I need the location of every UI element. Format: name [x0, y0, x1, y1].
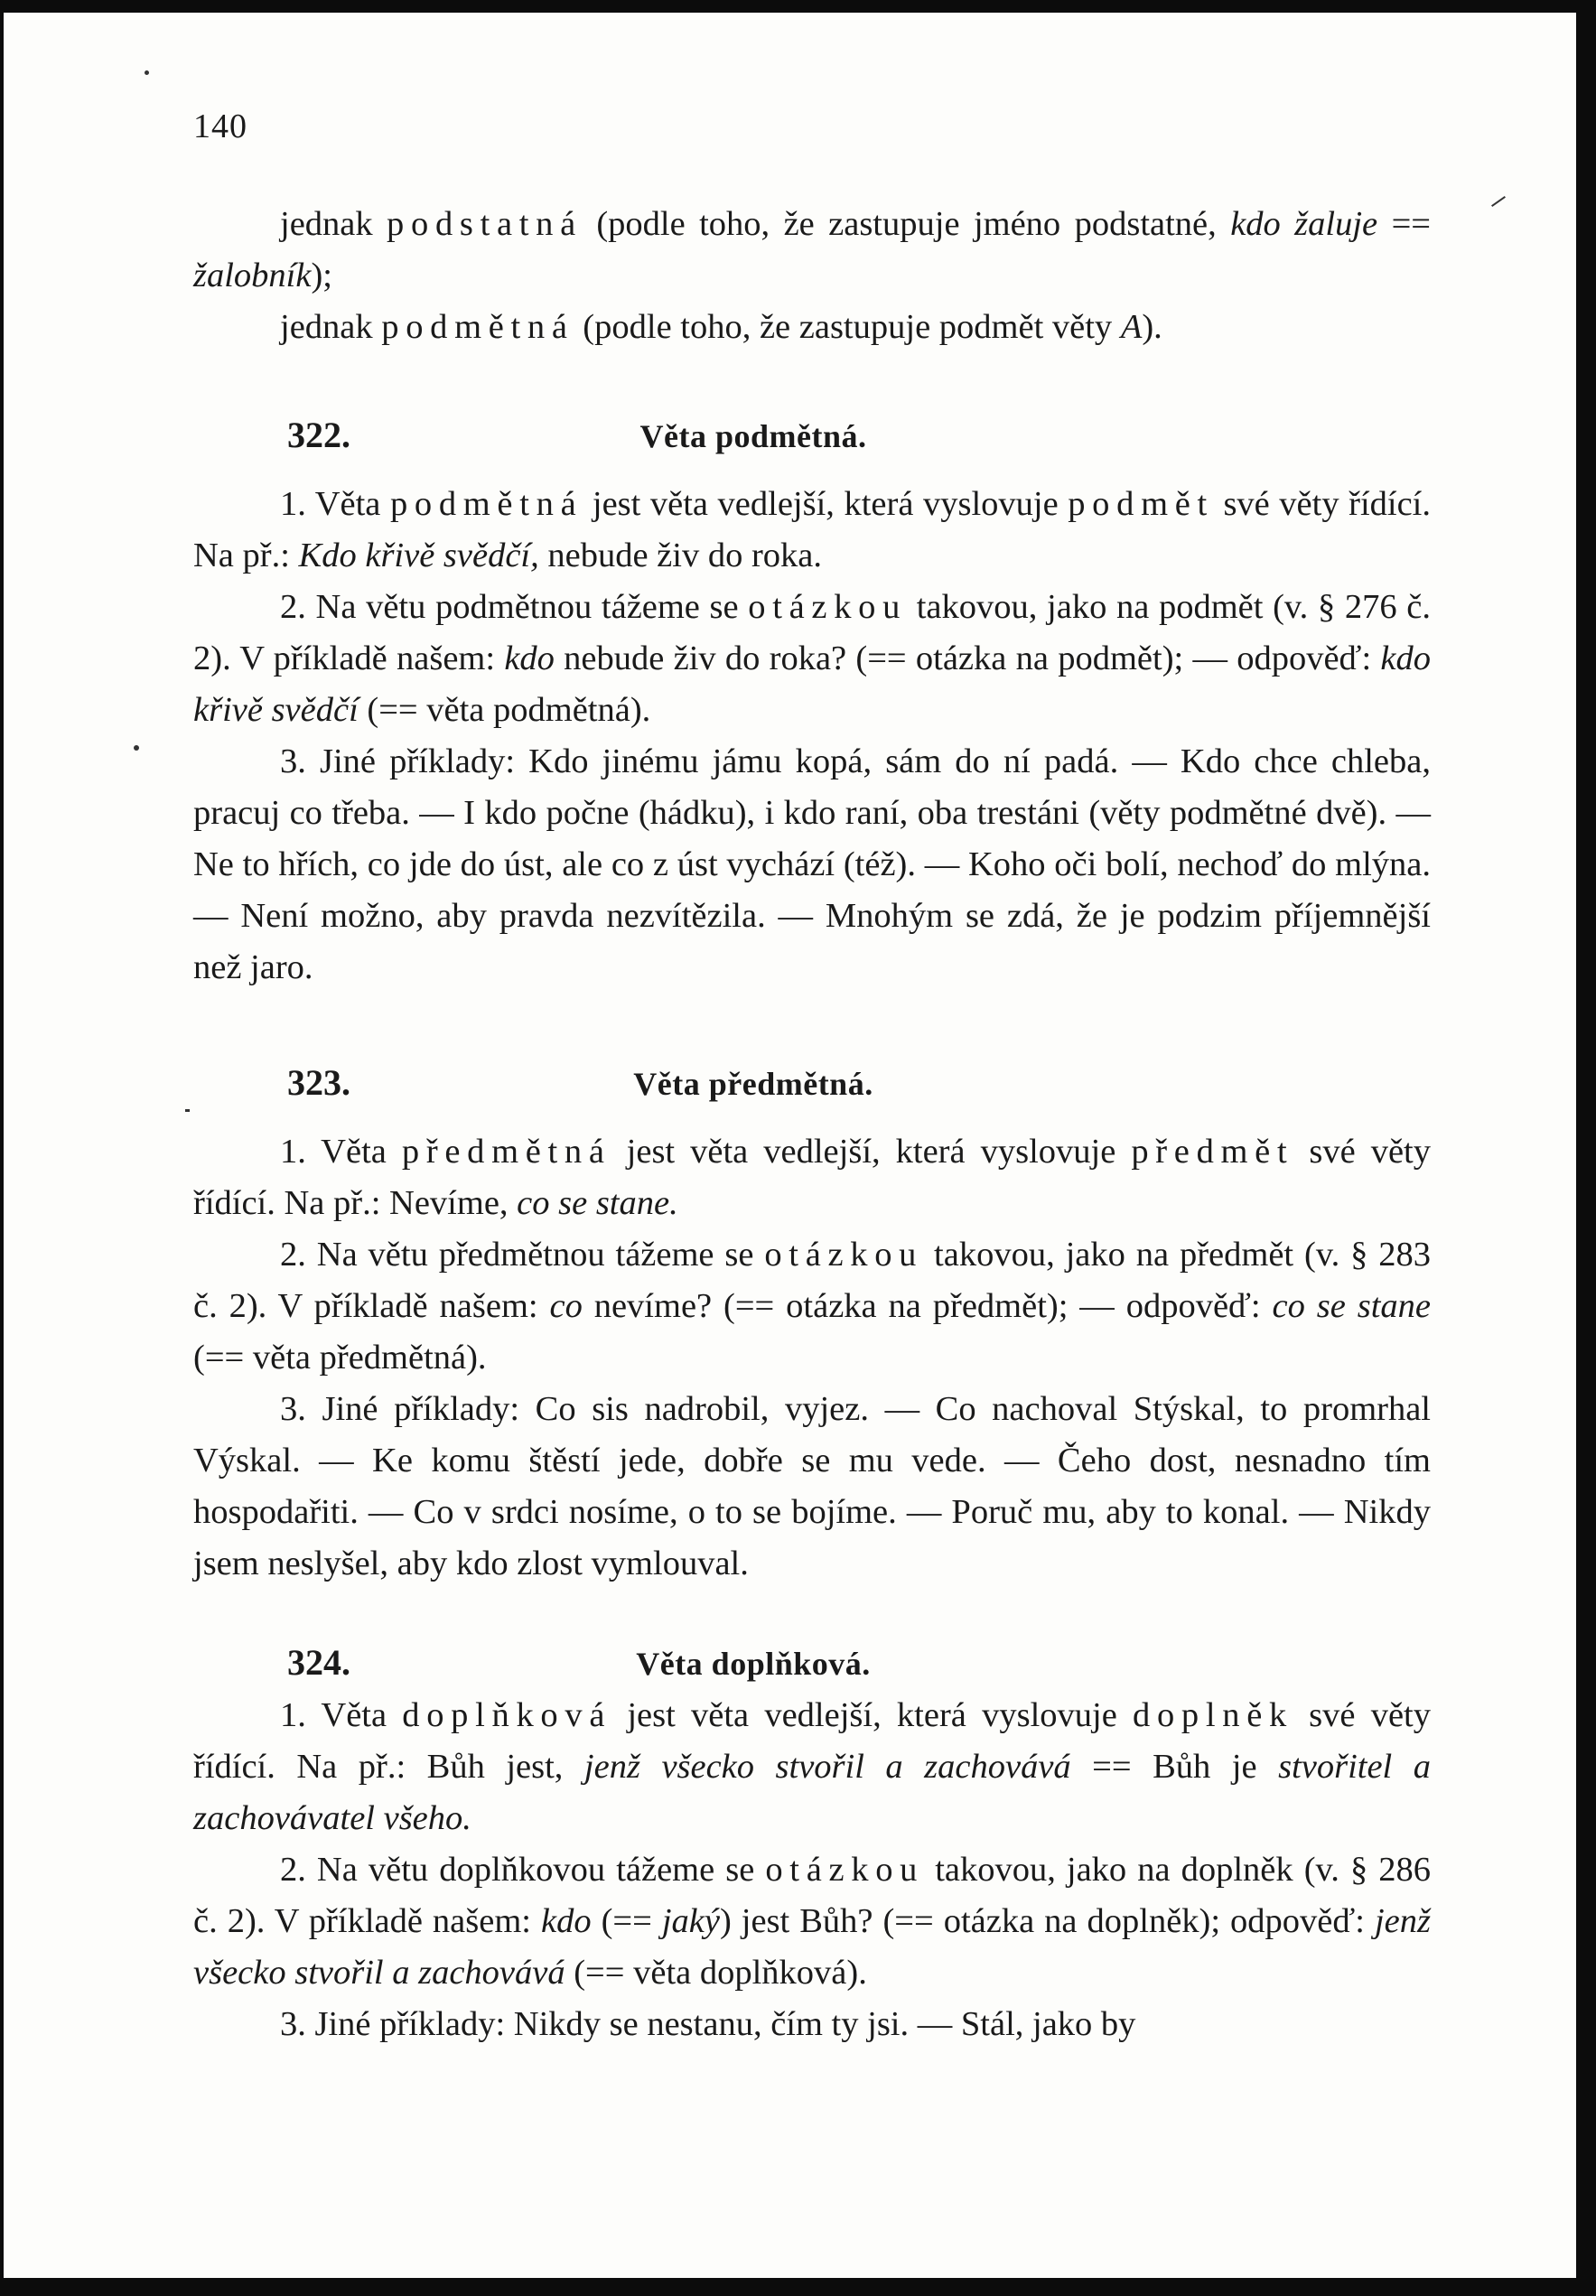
- s322-paragraph-3: 3. Jiné příklady: Kdo jinému jámu kopá, sám do ní padá. — Kdo chce chleba, pracuj co třeba. — I kdo počne (hádku), i kdo raní, oba trestáni (věty podmětné dvě). — Ne to hřích, co jde do úst, ale co z úst vychází (též). — Koho oči bolí, nechoď do mlýna. — Není možno, aby pravda nezvítězila. — Mnohým se zdá, že je podzim příjemnější než jaro.: [193, 742, 1431, 986]
- intro-line-2: jednak podmětná (podle toho, že zastupuje podmět věty A).: [280, 308, 1162, 346]
- s324-paragraph-1: 1. Věta doplňková jest věta vedlejší, která vyslovuje doplněk své věty řídící. Na př.: Bůh jest, jenž všecko stvořil a zachovává == Bůh je stvořitel a zachovávatel všeho.: [193, 1696, 1431, 1837]
- speck: [185, 1109, 190, 1112]
- section-title: Věta předmětná.: [633, 1066, 873, 1102]
- section-322-heading: [193, 409, 1431, 462]
- section-number: 324.: [287, 1642, 350, 1683]
- s324-paragraph-2: 2. Na větu doplňkovou tážeme se otázkou takovou, jako na doplněk (v. § 286 č. 2). V příkladě našem: kdo (== jaký) jest Bůh? (== otázka na doplněk); odpověď: jenž všecko stvořil a zachovává (== věta doplňková).: [193, 1851, 1431, 1992]
- section-323-heading: [193, 1057, 1431, 1110]
- page-number: 140: [193, 107, 247, 145]
- page-body: [193, 199, 1431, 2050]
- speck: [145, 70, 149, 75]
- s324-paragraph-3: 3. Jiné příklady: Nikdy se nestanu, čím ty jsi. — Stál, jako by: [280, 2005, 1136, 2043]
- section-324-heading: [193, 1637, 1431, 1690]
- section-title: Věta doplňková.: [636, 1646, 871, 1682]
- intro-line-1: jednak podstatná (podle toho, že zastupuje jméno podstatné, kdo žaluje == žalobník);: [193, 205, 1431, 294]
- s323-paragraph-2: 2. Na větu předmětnou tážeme se otázkou takovou, jako na předmět (v. § 283 č. 2). V příkladě našem: co nevíme? (== otázka na předmět); — odpověď: co se stane (== věta předmětná).: [193, 1236, 1431, 1377]
- speck: [134, 745, 139, 751]
- s323-paragraph-3: 3. Jiné příklady: Co sis nadrobil, vyjez. — Co nachoval Stýskal, to promrhal Výskal. — Ke komu štěstí jede, dobře se mu vede. — Čeho dost, nesnadno tím hospodařiti. — Co v srdci nosíme, o to se bojíme. — Poruč mu, aby to konal. — Nikdy jsem neslyšel, aby kdo zlost vymlouval.: [193, 1390, 1431, 1582]
- section-number: 322.: [287, 415, 350, 455]
- section-number: 323.: [287, 1062, 350, 1103]
- s322-paragraph-2: 2. Na větu podmětnou tážeme se otázkou takovou, jako na podmět (v. § 276 č. 2). V příkladě našem: kdo nebude živ do roka? (== otázka na podmět); — odpověď: kdo křivě svědčí (== věta podmětná).: [193, 588, 1431, 729]
- s322-paragraph-1: 1. Věta podmětná jest věta vedlejší, která vyslovuje podmět své věty řídící. Na př.: Kdo křivě svědčí, nebude živ do roka.: [193, 485, 1432, 574]
- section-title: Věta podmětná.: [639, 418, 867, 454]
- s323-paragraph-1: 1. Věta předmětná jest věta vedlejší, která vyslovuje předmět své věty řídící. Na př.: Nevíme, co se stane.: [193, 1133, 1431, 1222]
